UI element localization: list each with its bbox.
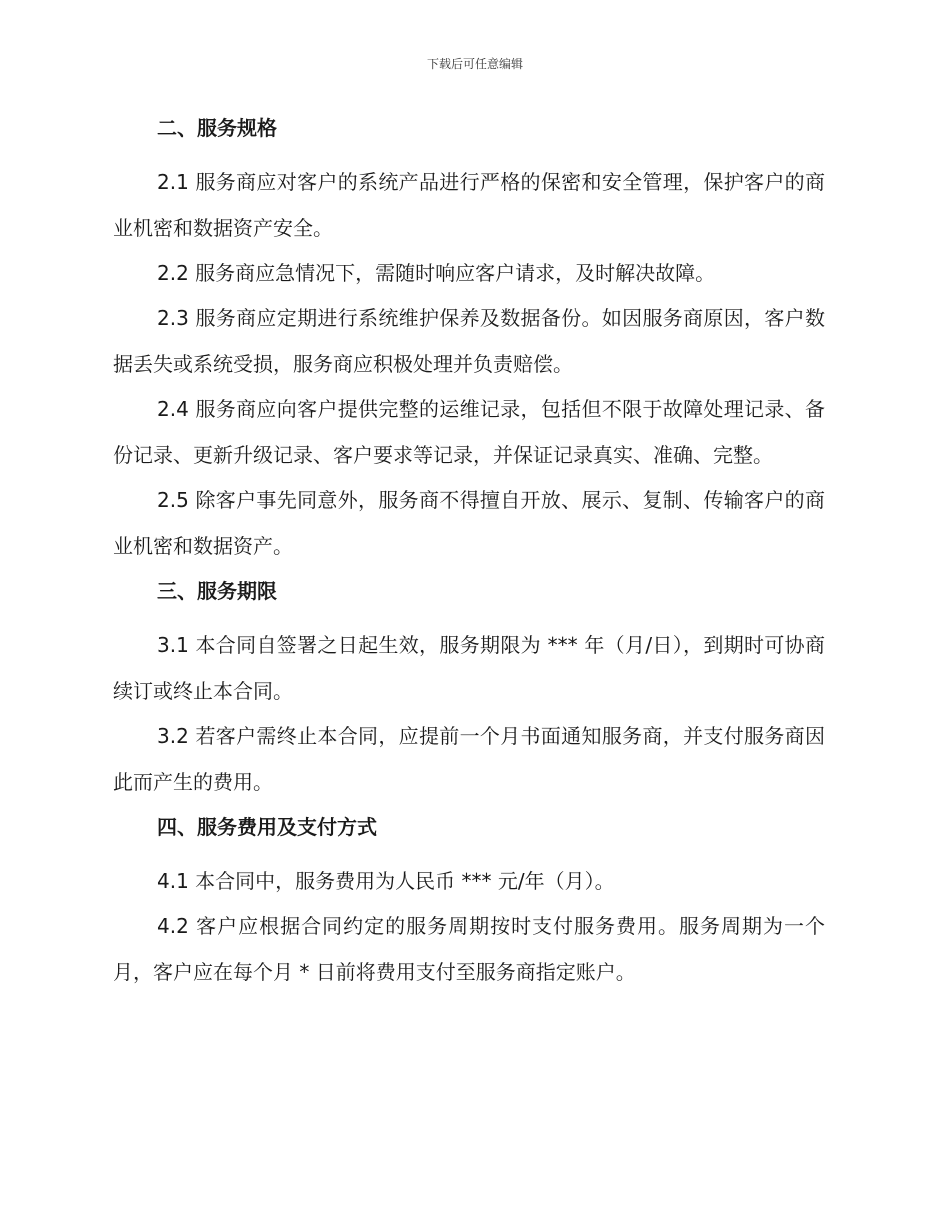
clause-2-5: 2.5 除客户事先同意外，服务商不得擅自开放、展示、复制、传输客户的商业机密和数据资产。 bbox=[113, 488, 825, 558]
header-note: 下载后可任意编辑 bbox=[426, 57, 523, 71]
document-body bbox=[113, 112, 825, 995]
section-heading-fees-payment: 四、服务费用及支付方式 bbox=[157, 815, 377, 839]
clause-2-3: 2.3 服务商应定期进行系统维护保养及数据备份。如因服务商原因，客户数据丢失或系统受损，服务商应积极处理并负责赔偿。 bbox=[113, 306, 825, 376]
clause-3-2: 3.2 若客户需终止本合同，应提前一个月书面通知服务商，并支付服务商因此而产生的费用。 bbox=[113, 724, 825, 794]
section-heading-service-term: 三、服务期限 bbox=[157, 579, 277, 603]
clause-2-2: 2.2 服务商应急情况下，需随时响应客户请求，及时解决故障。 bbox=[157, 261, 716, 285]
clause-2-4: 2.4 服务商应向客户提供完整的运维记录，包括但不限于故障处理记录、备份记录、更新升级记录、客户要求等记录，并保证记录真实、准确、完整。 bbox=[113, 397, 825, 467]
clause-2-1: 2.1 服务商应对客户的系统产品进行严格的保密和安全管理，保护客户的商业机密和数据资产安全。 bbox=[113, 170, 825, 240]
clause-3-1: 3.1 本合同自签署之日起生效，服务期限为 *** 年（月/日），到期时可协商续订或终止本合同。 bbox=[113, 633, 825, 703]
section-heading-service-spec: 二、服务规格 bbox=[157, 116, 277, 140]
clause-4-2: 4.2 客户应根据合同约定的服务周期按时支付服务费用。服务周期为一个月，客户应在每个月 * 日前将费用支付至服务商指定账户。 bbox=[113, 914, 825, 984]
clause-4-1: 4.1 本合同中，服务费用为人民币 *** 元/年（月）。 bbox=[157, 869, 615, 893]
